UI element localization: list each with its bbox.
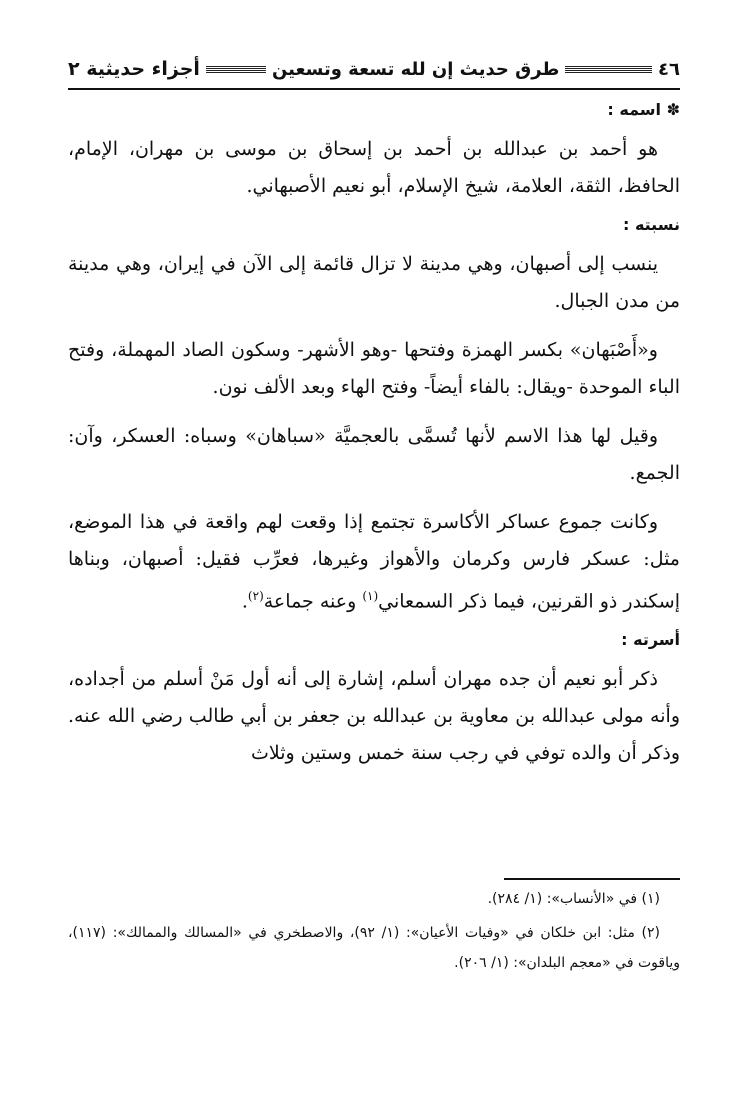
footnote-separator xyxy=(504,878,680,880)
header-ornament-rule xyxy=(206,65,266,73)
footnote-1: (١) في «الأنساب»: (١/ ٢٨٤). xyxy=(487,891,660,907)
paragraph-text: وكانت جموع عساكر الأكاسرة تجتمع إذا وقعت لهم واقعة في هذا الموضع، مثل: عسكر فارس وكرمان والأهواز وغيرها، فعرِّب فقيل: أصبهان، وبناها إسكندر ذو القرنين، فيما ذكر السمعاني xyxy=(68,511,680,613)
footnote-2: (٢) مثل: ابن خلكان في «وفيات الأعيان»: (١/ ٩٢)، والاصطخري في «المسالك والممالك»: (١١٧)، وياقوت في «معجم البلدان»: (١/ ٢٠٦). xyxy=(68,925,680,971)
paragraph-name: هو أحمد بن عبدالله بن أحمد بن إسحاق بن موسى بن مهران، الإمام، الحافظ، الثقة، العلامة، شيخ الإسلام، أبو نعيم الأصبهاني. xyxy=(68,138,680,197)
paragraph-family: ذكر أبو نعيم أن جده مهران أسلم، إشارة إلى أنه أول مَنْ أسلم من أجداده، وأنه مولى عبدالله بن معاوية بن عبدالله بن جعفر بن أبي طالب رضي الله عنه. وذكر أن والده توفي في رجب سنة خمس وستين وثلاث xyxy=(68,668,680,765)
header-title: طرق حديث إن لله تسعة وتسعين xyxy=(271,58,560,80)
paragraph-lineage-1: ينسب إلى أصبهان، وهي مدينة لا تزال قائمة إلى الآن في إيران، وهي مدينة من مدن الجبال. xyxy=(68,253,680,312)
section-heading-lineage: نسبته : xyxy=(622,215,680,234)
header-book-name: أجزاء حديثية ٢ xyxy=(68,58,200,80)
paragraph-text: . xyxy=(241,590,248,613)
section-heading-name: ✽ اسمه : xyxy=(607,100,680,119)
footnote-ref-1[interactable]: (١) xyxy=(362,589,379,603)
header-ornament-rule xyxy=(565,65,652,73)
section-heading-family: أسرته : xyxy=(621,630,680,650)
paragraph-lineage-3: وقيل لها هذا الاسم لأنها تُسمَّى بالعجميَّة «سباهان» وسباه: العسكر، وآن: الجمع. xyxy=(68,425,680,484)
page-number: ٤٦ xyxy=(658,58,680,80)
running-header xyxy=(68,52,680,86)
paragraph-lineage-2: و«أَصْبَهان» بكسر الهمزة وفتحها -وهو الأشهر- وسكون الصاد المهملة، وفتح الباء الموحدة -ويقال: بالفاء أيضاً- وفتح الهاء وبعد الألف نون. xyxy=(68,339,680,398)
header-divider xyxy=(68,88,680,90)
paragraph-text: وعنه جماعة xyxy=(263,590,363,613)
paragraph-lineage-4 xyxy=(68,504,680,620)
page-body xyxy=(68,52,680,772)
footnotes xyxy=(68,878,680,978)
footnote-ref-2[interactable]: (٢) xyxy=(247,589,264,603)
